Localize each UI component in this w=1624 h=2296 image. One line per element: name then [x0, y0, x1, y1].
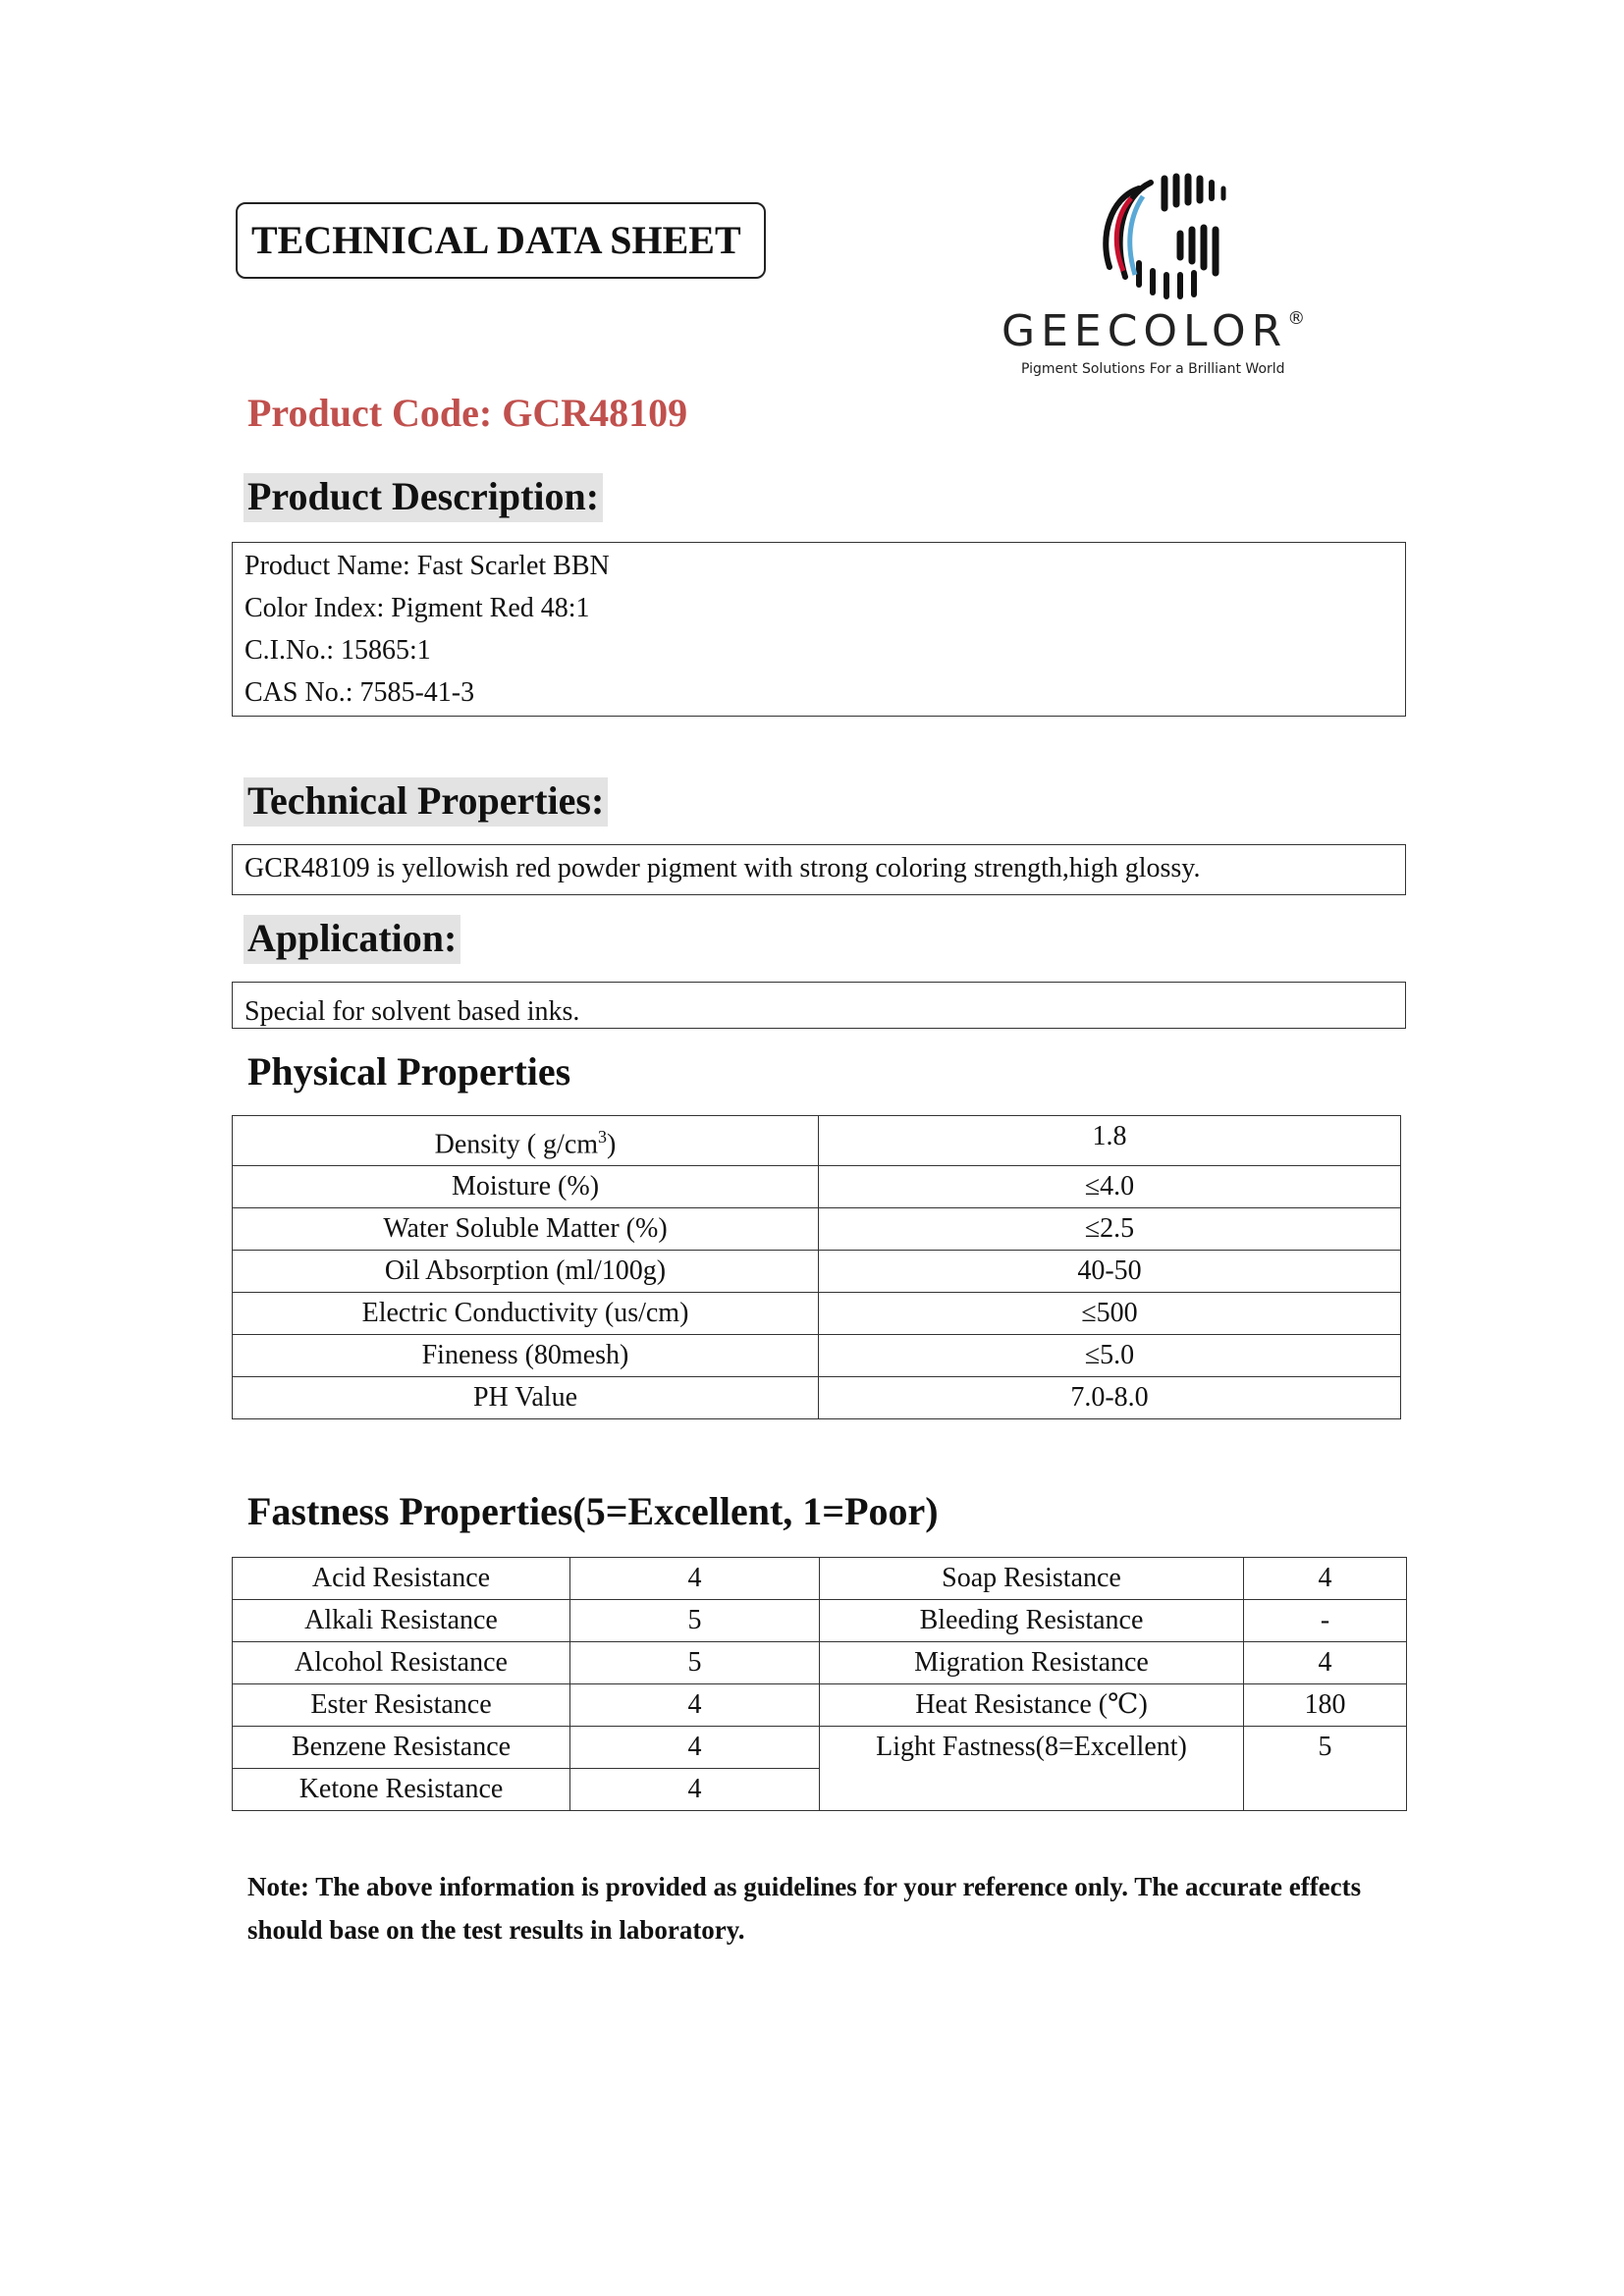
ci-number-line: C.I.No.: 15865:1	[244, 635, 431, 666]
fastness-label: Acid Resistance	[233, 1558, 570, 1600]
fastness-value: 4	[570, 1727, 820, 1769]
table-row	[233, 1208, 1401, 1251]
fastness-value: 5	[570, 1600, 820, 1642]
cas-number-line: CAS No.: 7585-41-3	[244, 677, 475, 708]
fastness-value: 5	[570, 1642, 820, 1684]
fastness-label: Benzene Resistance	[233, 1727, 570, 1769]
document-title: TECHNICAL DATA SHEET	[236, 202, 766, 279]
table-row	[233, 1166, 1401, 1208]
fastness-value: 5	[1244, 1727, 1407, 1811]
table-row	[233, 1293, 1401, 1335]
property-value: 7.0-8.0	[819, 1377, 1401, 1419]
property-label: PH Value	[233, 1377, 819, 1419]
application-heading: Application:	[244, 915, 460, 964]
physical-properties-heading: Physical Properties	[247, 1049, 571, 1094]
property-label: Density ( $g/cm^3$)	[233, 1116, 819, 1166]
property-value: 1.8	[819, 1116, 1401, 1166]
property-label: Electric Conductivity (us/cm)	[233, 1293, 819, 1335]
geecolor-logo	[992, 169, 1326, 385]
fastness-value: 4	[570, 1769, 820, 1811]
registered-mark: ®	[1287, 308, 1306, 329]
logo-mark-icon	[1070, 169, 1286, 306]
fastness-value: 4	[570, 1558, 820, 1600]
table-row	[233, 1251, 1401, 1293]
property-label: Moisture (%)	[233, 1166, 819, 1208]
logo-tagline: Pigment Solutions For a Brilliant World	[1021, 361, 1285, 377]
property-label: Fineness (80mesh)	[233, 1335, 819, 1377]
fastness-label: Migration Resistance	[820, 1642, 1244, 1684]
fastness-value: 180	[1244, 1684, 1407, 1727]
fastness-label: Alcohol Resistance	[233, 1642, 570, 1684]
product-description-heading: Product Description:	[244, 473, 603, 522]
fastness-label: Soap Resistance	[820, 1558, 1244, 1600]
fastness-value: 4	[570, 1684, 820, 1727]
table-row	[233, 1116, 1401, 1166]
fastness-value: -	[1244, 1600, 1407, 1642]
property-label: Water Soluble Matter (%)	[233, 1208, 819, 1251]
product-code: Product Code: GCR48109	[247, 391, 688, 435]
product-description-box	[232, 542, 1406, 717]
physical-properties-table	[232, 1115, 1401, 1419]
property-value: ≤2.5	[819, 1208, 1401, 1251]
table-row	[233, 1377, 1401, 1419]
product-name-line: Product Name: Fast Scarlet BBN	[244, 551, 610, 581]
table-row	[233, 1600, 1407, 1642]
fastness-label: Ester Resistance	[233, 1684, 570, 1727]
fastness-label: Alkali Resistance	[233, 1600, 570, 1642]
fastness-value: 4	[1244, 1558, 1407, 1600]
table-row	[233, 1727, 1407, 1769]
fastness-properties-table	[232, 1557, 1407, 1811]
color-index-line: Color Index: Pigment Red 48:1	[244, 593, 590, 623]
property-value: ≤500	[819, 1293, 1401, 1335]
technical-properties-text: GCR48109 is yellowish red powder pigment with strong coloring strength,high glossy.	[244, 853, 1201, 883]
property-value: ≤4.0	[819, 1166, 1401, 1208]
fastness-label: Light Fastness(8=Excellent)	[820, 1727, 1244, 1811]
fastness-label: Bleeding Resistance	[820, 1600, 1244, 1642]
property-value: 40-50	[819, 1251, 1401, 1293]
application-text: Special for solvent based inks.	[244, 996, 580, 1027]
disclaimer-note: Note: The above information is provided as guidelines for your reference only. The accurate effects should base on the test results in laboratory.	[247, 1872, 1362, 1945]
table-row	[233, 1642, 1407, 1684]
technical-properties-heading: Technical Properties:	[244, 777, 608, 827]
application-box	[232, 982, 1406, 1029]
table-row	[233, 1684, 1407, 1727]
technical-properties-box	[232, 844, 1406, 895]
table-row	[233, 1335, 1401, 1377]
fastness-properties-heading: Fastness Properties(5=Excellent, 1=Poor)	[247, 1489, 939, 1533]
table-row	[233, 1558, 1407, 1600]
property-label: Oil Absorption (ml/100g)	[233, 1251, 819, 1293]
fastness-value: 4	[1244, 1642, 1407, 1684]
logo-wordmark: GEECOLOR	[1001, 306, 1288, 356]
property-value: ≤5.0	[819, 1335, 1401, 1377]
fastness-label: Heat Resistance (℃)	[820, 1684, 1244, 1727]
fastness-label: Ketone Resistance	[233, 1769, 570, 1811]
